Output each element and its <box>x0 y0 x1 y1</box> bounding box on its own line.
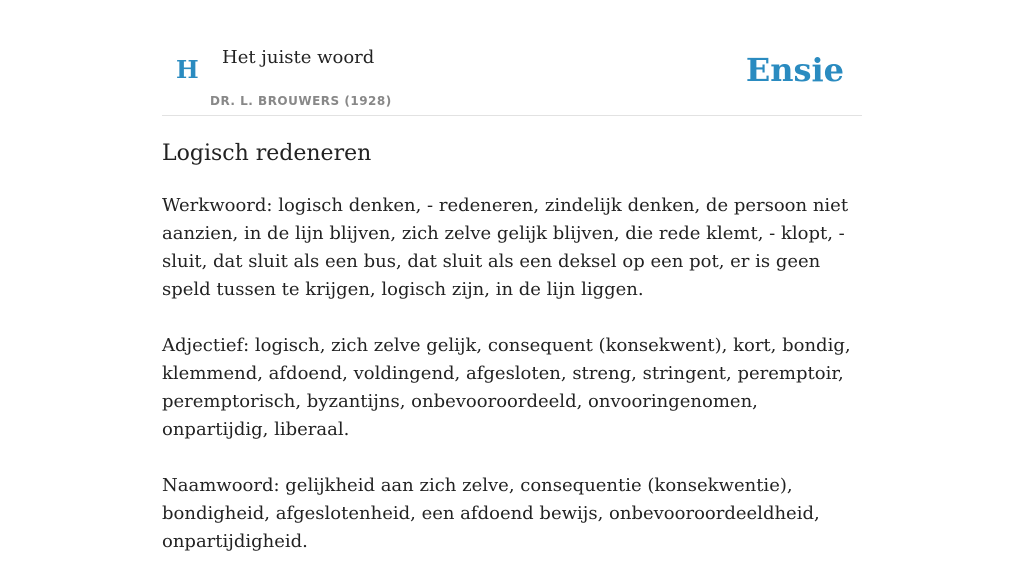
entry-paragraph-naamwoord: Naamwoord: gelijkheid aan zich zelve, consequentie (konsekwentie), bondigheid, afgeslotenheid, een afdoend bewijs, onbevooroordeeldheid, onpartijdigheid. <box>162 475 820 552</box>
ensie-logo[interactable]: Ensie <box>745 51 844 89</box>
book-title[interactable]: Het juiste woord <box>222 47 375 68</box>
book-author: DR. L. BROUWERS (1928) <box>210 94 392 108</box>
letter-index-link[interactable]: H <box>176 55 199 84</box>
entry-paragraph-adjectief: Adjectief: logisch, zich zelve gelijk, consequent (konsekwent), kort, bondig, klemmend, afdoend, voldingend, afgesloten, streng, stringent, peremptoir, peremptorisch, byzantijns, onbevooroordeeld, onvooringenomen, onpartijdig, liberaal. <box>162 335 851 440</box>
entry-title: Logisch redeneren <box>162 141 372 166</box>
entry-body <box>162 192 862 584</box>
site-header <box>162 0 862 116</box>
entry-paragraph-werkwoord: Werkwoord: logisch denken, - redeneren, zindelijk denken, de persoon niet aanzien, in de lijn blijven, zich zelve gelijk blijven, die rede klemt, - klopt, - sluit, dat sluit als een bus, dat sluit als een deksel op een pot, er is geen speld tussen te krijgen, logisch zijn, in de lijn liggen. <box>162 195 849 300</box>
